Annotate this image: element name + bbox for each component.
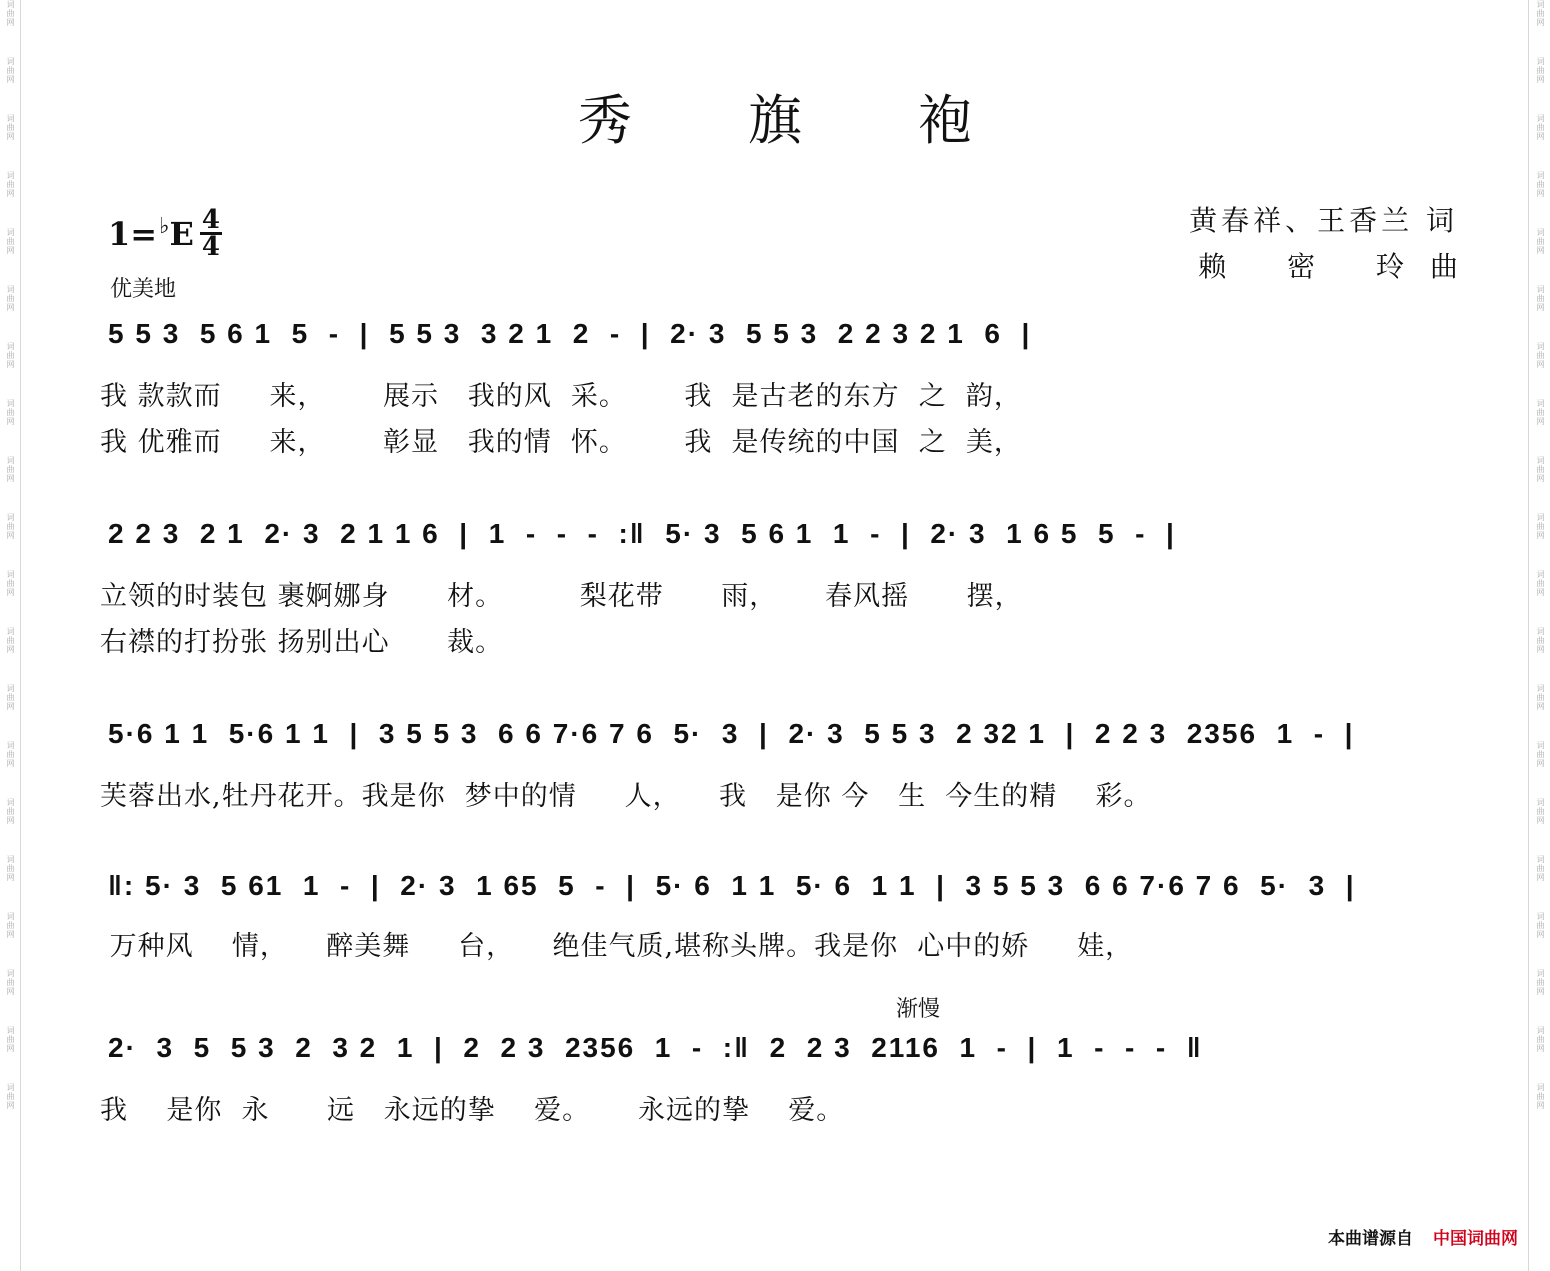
site-link[interactable]: 中国词曲网: [1433, 1229, 1518, 1249]
notation-line-3: 5·6 1 1 5·6 1 1 | 3 5 5 3 6 6 7·6 7 6 5· 3 | 2· 3 5 5 3 2 32 1 | 2 2 3 2356 1 - |: [108, 718, 1355, 749]
tempo-marking: 优美地: [110, 277, 177, 302]
flat-sign: ♭: [159, 212, 170, 239]
lyrics-line-2-verse-2: 右襟的打扮张 扬别出心 裁。: [100, 627, 504, 658]
credits: [1189, 198, 1484, 290]
lyricist-credit: 黄春祥、王香兰 词: [1189, 204, 1458, 237]
notation-line-2: 2 2 3 2 1 2· 3 2 1 1 6 | 1 - - - :‖ 5· 3 5 6 1 1 - | 2· 3 1 6 5 5 - |: [108, 518, 1176, 549]
lyrics-line-4: 万种风 情， 醉美舞 台， 绝佳气质,堪称头牌。我是你 心中的娇 娃，: [100, 931, 1134, 962]
lyrics-line-3: 芙蓉出水,牡丹花开。我是你 梦中的情 人， 我 是你 今 生 今生的精 彩。: [100, 781, 1152, 812]
notation-line-5: 2· 3 5 5 3 2 3 2 1 | 2 2 3 2356 1 - :‖ 2 2 3 2116 1 - | 1 - - - ‖: [108, 1032, 1203, 1063]
lyrics-line-1-verse-2: 我 优雅而 来， 彰显 我的情 怀。 我 是传统的中国 之 美，: [100, 427, 1022, 458]
ritardando-marking: 渐慢: [896, 997, 941, 1022]
key-signature: 1= ♭ E $\frac{4}{4}$: [108, 205, 220, 262]
left-border-line: [20, 0, 21, 1271]
lyrics-line-5: 我 是你 永 远 永远的挚 爱。 永远的挚 爱。: [100, 1095, 845, 1126]
left-watermark-strip: 词曲网 词曲网 词曲网 词曲网 词曲网 词曲网 词曲网 词曲网 词曲网 词曲网 词曲网 词曲网 词曲网 词曲网 词曲网 词曲网 词曲网 词曲网 词曲网 词曲网: [6, 0, 15, 1110]
time-signature: $\frac{4}{4}$: [201, 205, 220, 262]
notation-line-1: 5 5 3 5 6 1 5 - | 5 5 3 3 2 1 2 - | 2· 3 5 5 3 2 2 3 2 1 6 |: [108, 318, 1032, 349]
right-border-line: [1528, 0, 1529, 1271]
right-watermark-strip: 词曲网 词曲网 词曲网 词曲网 词曲网 词曲网 词曲网 词曲网 词曲网 词曲网 词曲网 词曲网 词曲网 词曲网 词曲网 词曲网 词曲网 词曲网 词曲网 词曲网: [1536, 0, 1545, 1110]
lyrics-line-2-verse-1: 立领的时装包 裹婀娜身 材。 梨花带 雨， 春风摇 摆，: [100, 581, 1023, 612]
notation-line-4: ‖: 5· 3 5 61 1 - | 2· 3 1 65 5 - | 5· 6 1 1 5· 6 1 1 | 3 5 5 3 6 6 7·6 7 6 5· 3 |: [108, 870, 1356, 901]
lyrics-line-1-verse-1: 我 款款而 来， 展示 我的风 采。 我 是古老的东方 之 韵，: [100, 381, 1022, 412]
source-footer: [1328, 1224, 1518, 1249]
composer-credit: 赖 密 玲曲: [1198, 250, 1484, 283]
song-title: 秀 旗 袍: [578, 89, 972, 152]
source-label: 本曲谱源自: [1328, 1229, 1413, 1249]
